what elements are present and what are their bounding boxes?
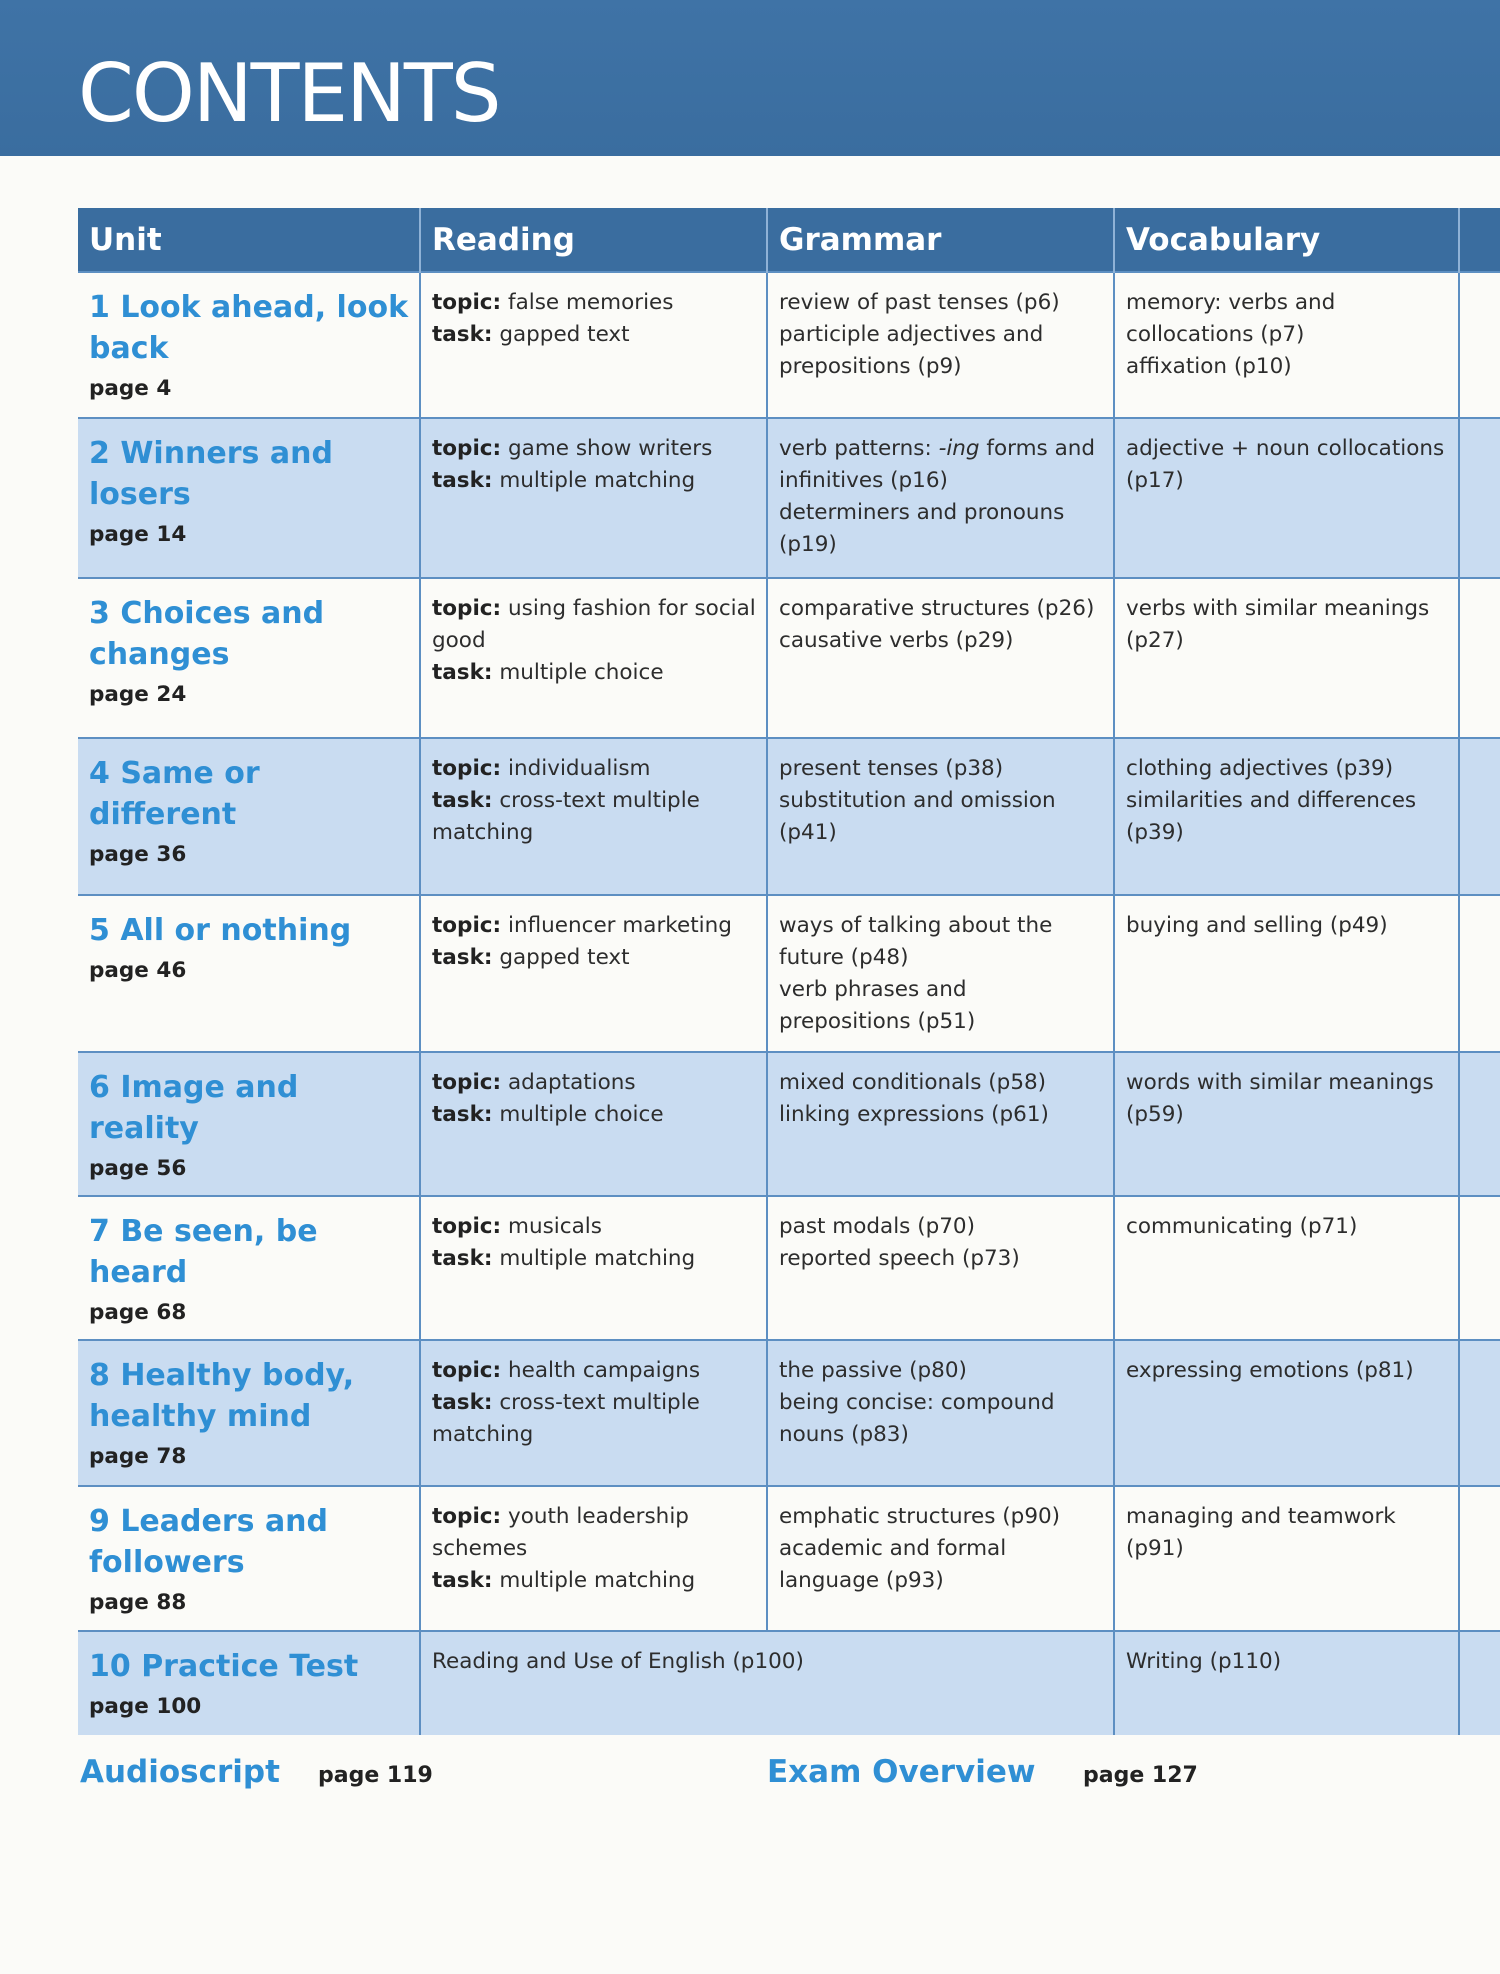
vocabulary-item: verbs with similar meanings (p27)	[1126, 596, 1430, 653]
vocabulary-item: managing and teamwork (p91)	[1126, 1504, 1396, 1561]
footer-exam-overview-page: page 127	[1083, 1763, 1198, 1788]
reading-task: multiple matching	[499, 1568, 696, 1593]
vocabulary-cell	[1114, 1340, 1459, 1486]
task-label: task:	[432, 788, 493, 813]
reading-topic: individualism	[508, 756, 651, 781]
extra-cell	[1459, 1052, 1500, 1196]
table-row	[78, 1486, 1500, 1631]
reading-task: gapped text	[499, 945, 630, 970]
reading-cell	[420, 578, 767, 738]
topic-label: topic:	[432, 756, 502, 781]
practice-test-reading: Reading and Use of English (p100)	[432, 1649, 804, 1674]
grammar-item: academic and formal language (p93)	[779, 1536, 1007, 1593]
reading-task: cross-text multiple matching	[432, 1390, 700, 1447]
footer-exam-overview	[767, 1752, 1036, 1797]
unit-page: page 56	[89, 1156, 187, 1181]
vocabulary-cell	[1114, 1486, 1459, 1631]
unit-cell	[78, 1486, 420, 1631]
unit-title: 5 All or nothing	[89, 913, 352, 948]
unit-title: 2 Winners and losers	[89, 436, 333, 512]
grammar-item: verb phrases and prepositions (p51)	[779, 977, 976, 1034]
grammar-cell	[767, 1052, 1114, 1196]
topic-label: topic:	[432, 913, 502, 938]
grammar-item: substitution and omission (p41)	[779, 788, 1056, 845]
task-label: task:	[432, 1102, 493, 1127]
topic-label: topic:	[432, 1358, 502, 1383]
task-label: task:	[432, 660, 493, 685]
reading-task: multiple matching	[499, 468, 696, 493]
topic-label: topic:	[432, 1214, 502, 1239]
reading-task: gapped text	[499, 322, 630, 347]
column-header-unit: Unit	[78, 208, 420, 272]
unit-title: 7 Be seen, be heard	[89, 1214, 318, 1290]
writing-cell	[1114, 1631, 1459, 1735]
vocabulary-cell	[1114, 895, 1459, 1052]
grammar-item: participle adjectives and prepositions (p9)	[779, 322, 1044, 379]
grammar-item: present tenses (p38)	[779, 756, 1004, 781]
table-row	[78, 578, 1500, 738]
footer-exam-overview-title: Exam Overview	[767, 1754, 1036, 1790]
topic-label: topic:	[432, 1070, 502, 1095]
unit-title: 3 Choices and changes	[89, 596, 325, 672]
topic-label: topic:	[432, 436, 502, 461]
grammar-item: past modals (p70)	[779, 1214, 975, 1239]
vocabulary-item: words with similar meanings (p59)	[1126, 1070, 1434, 1127]
table-row	[78, 272, 1500, 418]
practice-test-writing: Writing (p110)	[1126, 1649, 1282, 1674]
grammar-item: verb patterns: -ing forms and infinitives (p16)	[779, 436, 1096, 493]
table-header-row	[78, 208, 1500, 272]
grammar-item: linking expressions (p61)	[779, 1102, 1049, 1127]
task-label: task:	[432, 322, 493, 347]
unit-page: page 14	[89, 522, 187, 547]
unit-page: page 24	[89, 682, 187, 707]
contents-table	[78, 208, 1500, 1735]
task-label: task:	[432, 1390, 493, 1415]
reading-cell	[420, 895, 767, 1052]
unit-cell	[78, 418, 420, 578]
reading-topic: health campaigns	[508, 1358, 701, 1383]
grammar-cell	[767, 418, 1114, 578]
vocabulary-cell	[1114, 578, 1459, 738]
grammar-item: review of past tenses (p6)	[779, 290, 1060, 315]
vocabulary-item: adjective + noun collocations (p17)	[1126, 436, 1445, 493]
reading-cell	[420, 418, 767, 578]
reading-task: cross-text multiple matching	[432, 788, 700, 845]
table-row	[78, 895, 1500, 1052]
page-title: CONTENTS	[78, 47, 500, 140]
unit-title: 1 Look ahead, look back	[89, 290, 409, 366]
topic-label: topic:	[432, 290, 502, 315]
footer-audioscript-page: page 119	[318, 1763, 433, 1788]
unit-page: page 88	[89, 1590, 187, 1615]
task-label: task:	[432, 1246, 493, 1271]
reading-topic: youth leadership schemes	[432, 1504, 689, 1561]
grammar-item: mixed conditionals (p58)	[779, 1070, 1047, 1095]
task-label: task:	[432, 468, 493, 493]
table-row	[78, 1052, 1500, 1196]
reading-topic: using fashion for social good	[432, 596, 756, 653]
extra-cell	[1459, 1631, 1500, 1735]
reading-topic: false memories	[508, 290, 674, 315]
grammar-cell	[767, 272, 1114, 418]
extra-cell	[1459, 418, 1500, 578]
grammar-item: the passive (p80)	[779, 1358, 967, 1383]
reading-task: multiple matching	[499, 1246, 696, 1271]
grammar-item: determiners and pronouns (p19)	[779, 500, 1065, 557]
extra-cell	[1459, 272, 1500, 418]
table-row	[78, 738, 1500, 895]
reading-cell	[420, 1486, 767, 1631]
unit-title: 6 Image and reality	[89, 1070, 299, 1146]
reading-task: multiple choice	[499, 660, 664, 685]
vocabulary-item: similarities and differences (p39)	[1126, 788, 1417, 845]
grammar-item: reported speech (p73)	[779, 1246, 1020, 1271]
reading-topic: adaptations	[508, 1070, 636, 1095]
unit-title: 10 Practice Test	[89, 1649, 359, 1684]
grammar-cell	[767, 1196, 1114, 1340]
footer-audioscript-title: Audioscript	[80, 1754, 280, 1790]
column-header-reading: Reading	[420, 208, 767, 272]
vocabulary-item: affixation (p10)	[1126, 354, 1292, 379]
reading-topic: influencer marketing	[508, 913, 732, 938]
grammar-item: comparative structures (p26)	[779, 596, 1095, 621]
unit-page: page 46	[89, 958, 187, 983]
unit-cell	[78, 895, 420, 1052]
vocabulary-cell	[1114, 738, 1459, 895]
grammar-item: emphatic structures (p90)	[779, 1504, 1061, 1529]
column-header-vocabulary: Vocabulary	[1114, 208, 1459, 272]
vocabulary-cell	[1114, 1052, 1459, 1196]
grammar-cell	[767, 578, 1114, 738]
vocabulary-item: expressing emotions (p81)	[1126, 1358, 1414, 1383]
table-row	[78, 1631, 1500, 1735]
vocabulary-item: buying and selling (p49)	[1126, 913, 1388, 938]
grammar-item: causative verbs (p29)	[779, 628, 1014, 653]
task-label: task:	[432, 945, 493, 970]
unit-cell	[78, 1631, 420, 1735]
topic-label: topic:	[432, 1504, 502, 1529]
unit-cell	[78, 1052, 420, 1196]
grammar-cell	[767, 895, 1114, 1052]
unit-title: 8 Healthy body, healthy mind	[89, 1358, 355, 1434]
reading-cell	[420, 738, 767, 895]
extra-cell	[1459, 578, 1500, 738]
vocabulary-cell	[1114, 272, 1459, 418]
unit-cell	[78, 1196, 420, 1340]
reading-cell	[420, 1196, 767, 1340]
unit-page: page 100	[89, 1694, 202, 1719]
unit-page: page 68	[89, 1300, 187, 1325]
unit-cell	[78, 738, 420, 895]
extra-cell	[1459, 1196, 1500, 1340]
column-header-grammar: Grammar	[767, 208, 1114, 272]
vocabulary-cell	[1114, 1196, 1459, 1340]
column-header-extra	[1459, 208, 1500, 272]
unit-cell	[78, 1340, 420, 1486]
extra-cell	[1459, 1486, 1500, 1631]
reading-topic: musicals	[508, 1214, 602, 1239]
unit-page: page 78	[89, 1444, 187, 1469]
vocabulary-item: clothing adjectives (p39)	[1126, 756, 1394, 781]
unit-page: page 36	[89, 842, 187, 867]
table-row	[78, 418, 1500, 578]
extra-cell	[1459, 895, 1500, 1052]
unit-cell	[78, 272, 420, 418]
table-row	[78, 1196, 1500, 1340]
unit-title: 9 Leaders and followers	[89, 1504, 329, 1580]
reading-topic: game show writers	[508, 436, 713, 461]
footer-audioscript	[80, 1752, 280, 1797]
task-label: task:	[432, 1568, 493, 1593]
grammar-item: being concise: compound nouns (p83)	[779, 1390, 1055, 1447]
topic-label: topic:	[432, 596, 502, 621]
extra-cell	[1459, 738, 1500, 895]
unit-title: 4 Same or different	[89, 756, 260, 832]
reading-cell	[420, 272, 767, 418]
vocabulary-item: memory: verbs and collocations (p7)	[1126, 290, 1336, 347]
reading-use-cell	[420, 1631, 1114, 1735]
reading-cell	[420, 1340, 767, 1486]
grammar-item: ways of talking about the future (p48)	[779, 913, 1053, 970]
grammar-cell	[767, 1486, 1114, 1631]
reading-cell	[420, 1052, 767, 1196]
header-banner	[0, 0, 1500, 156]
grammar-cell	[767, 738, 1114, 895]
grammar-cell	[767, 1340, 1114, 1486]
vocabulary-cell	[1114, 418, 1459, 578]
unit-cell	[78, 578, 420, 738]
vocabulary-item: communicating (p71)	[1126, 1214, 1358, 1239]
table-row	[78, 1340, 1500, 1486]
extra-cell	[1459, 1340, 1500, 1486]
reading-task: multiple choice	[499, 1102, 664, 1127]
unit-page: page 4	[89, 376, 172, 401]
